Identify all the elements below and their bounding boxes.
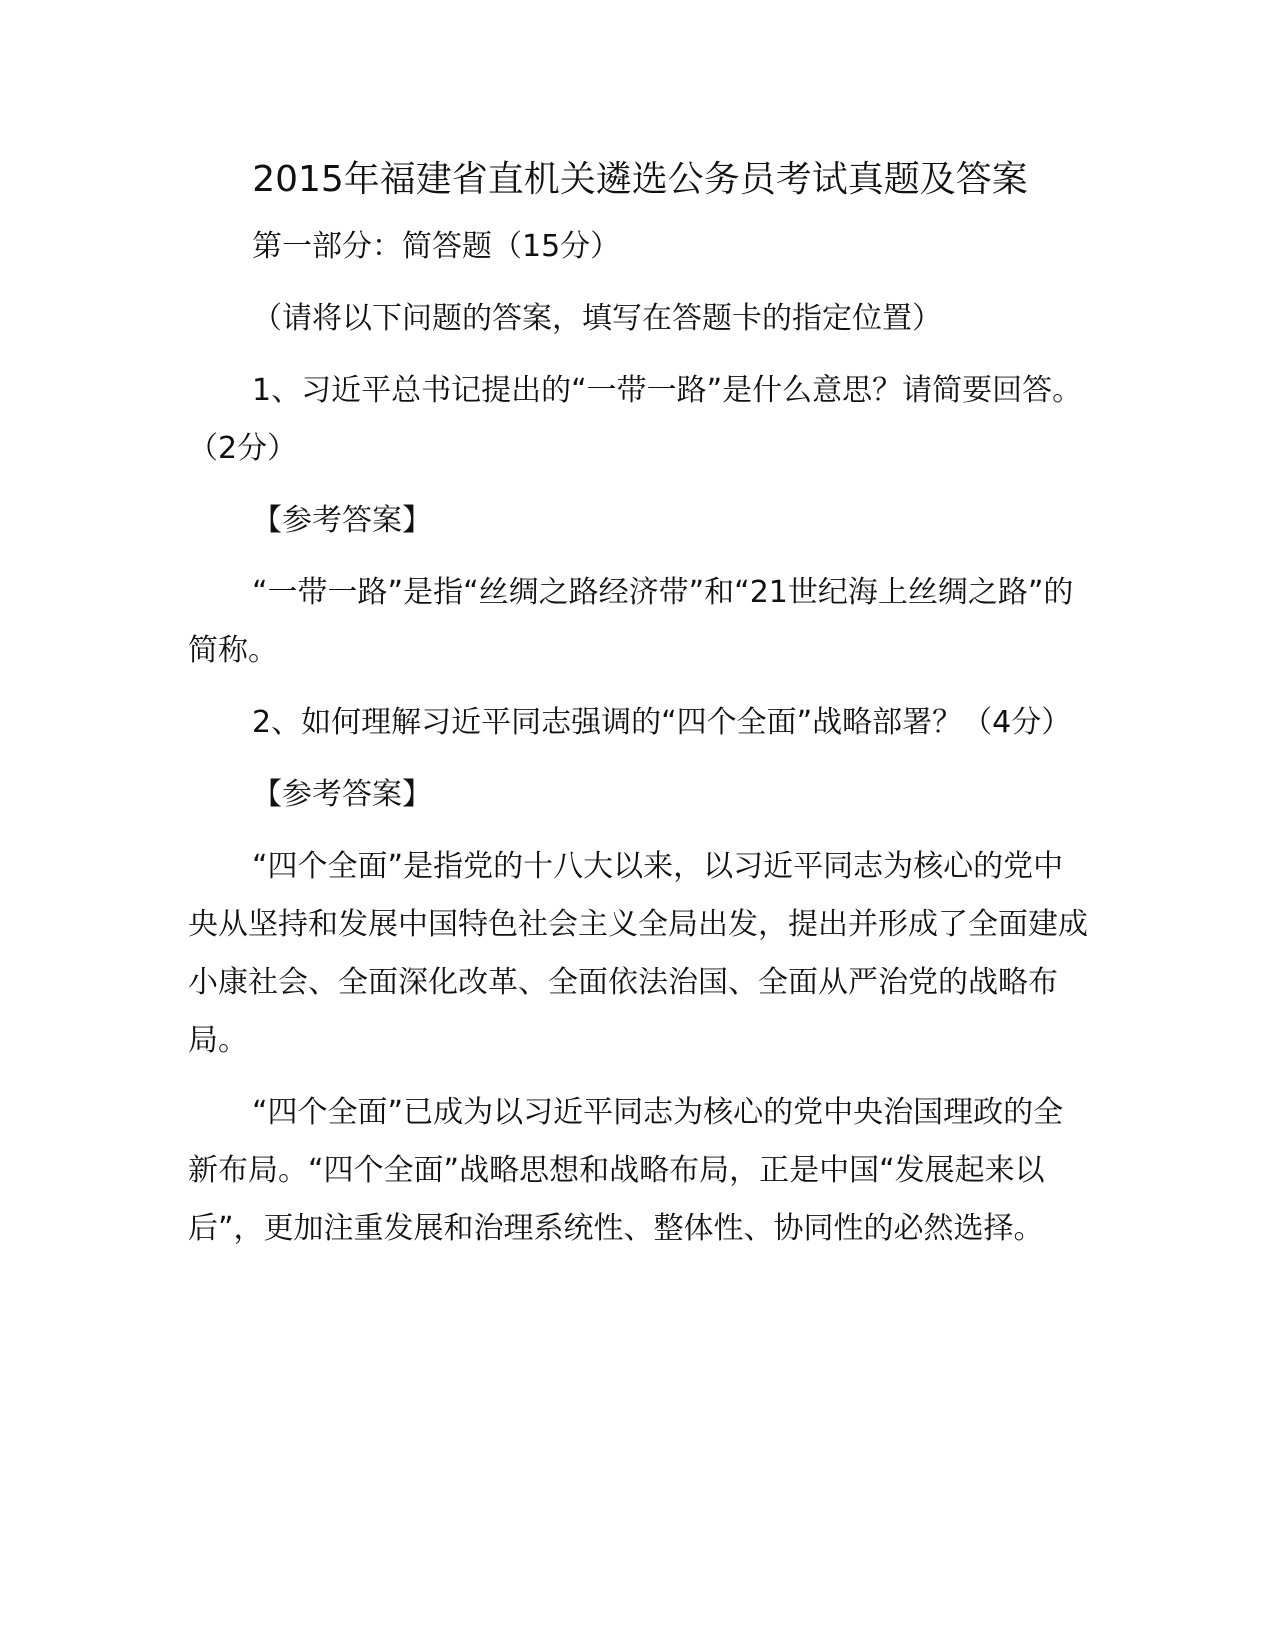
question-1: 1、习近平总书记提出的“一带一路”是什么意思？请简要回答。（2分） [188,373,1083,466]
answer-1-paragraph-1: “一带一路”是指“丝绸之路经济带”和“21世纪海上丝绸之路”的简称。 [188,575,1074,668]
answer-label-2: 【参考答案】 [252,777,432,812]
section-heading: 第一部分：简答题（15分） [252,229,621,264]
answer-2-paragraph-2: “四个全面”已成为以习近平同志为核心的党中央治国理政的全新布局。“四个全面”战略思想和战略布局，正是中国“发展起来以后”，更加注重发展和治理系统性、整体性、协同性的必然选择。 [188,1095,1064,1246]
instruction-text: （请将以下问题的答案，填写在答题卡的指定位置） [252,301,942,336]
answer-2-paragraph-1: “四个全面”是指党的十八大以来，以习近平同志为核心的党中央从坚持和发展中国特色社会主义全局出发，提出并形成了全面建成小康社会、全面深化改革、全面依法治国、全面从严治党的战略布局。 [188,849,1088,1058]
document-title: 2015年福建省直机关遴选公务员考试真题及答案 [252,159,1028,200]
document-body [188,150,1092,1258]
answer-label-1: 【参考答案】 [252,503,432,538]
question-2: 2、如何理解习近平同志强调的“四个全面”战略部署？（4分） [252,705,1072,740]
